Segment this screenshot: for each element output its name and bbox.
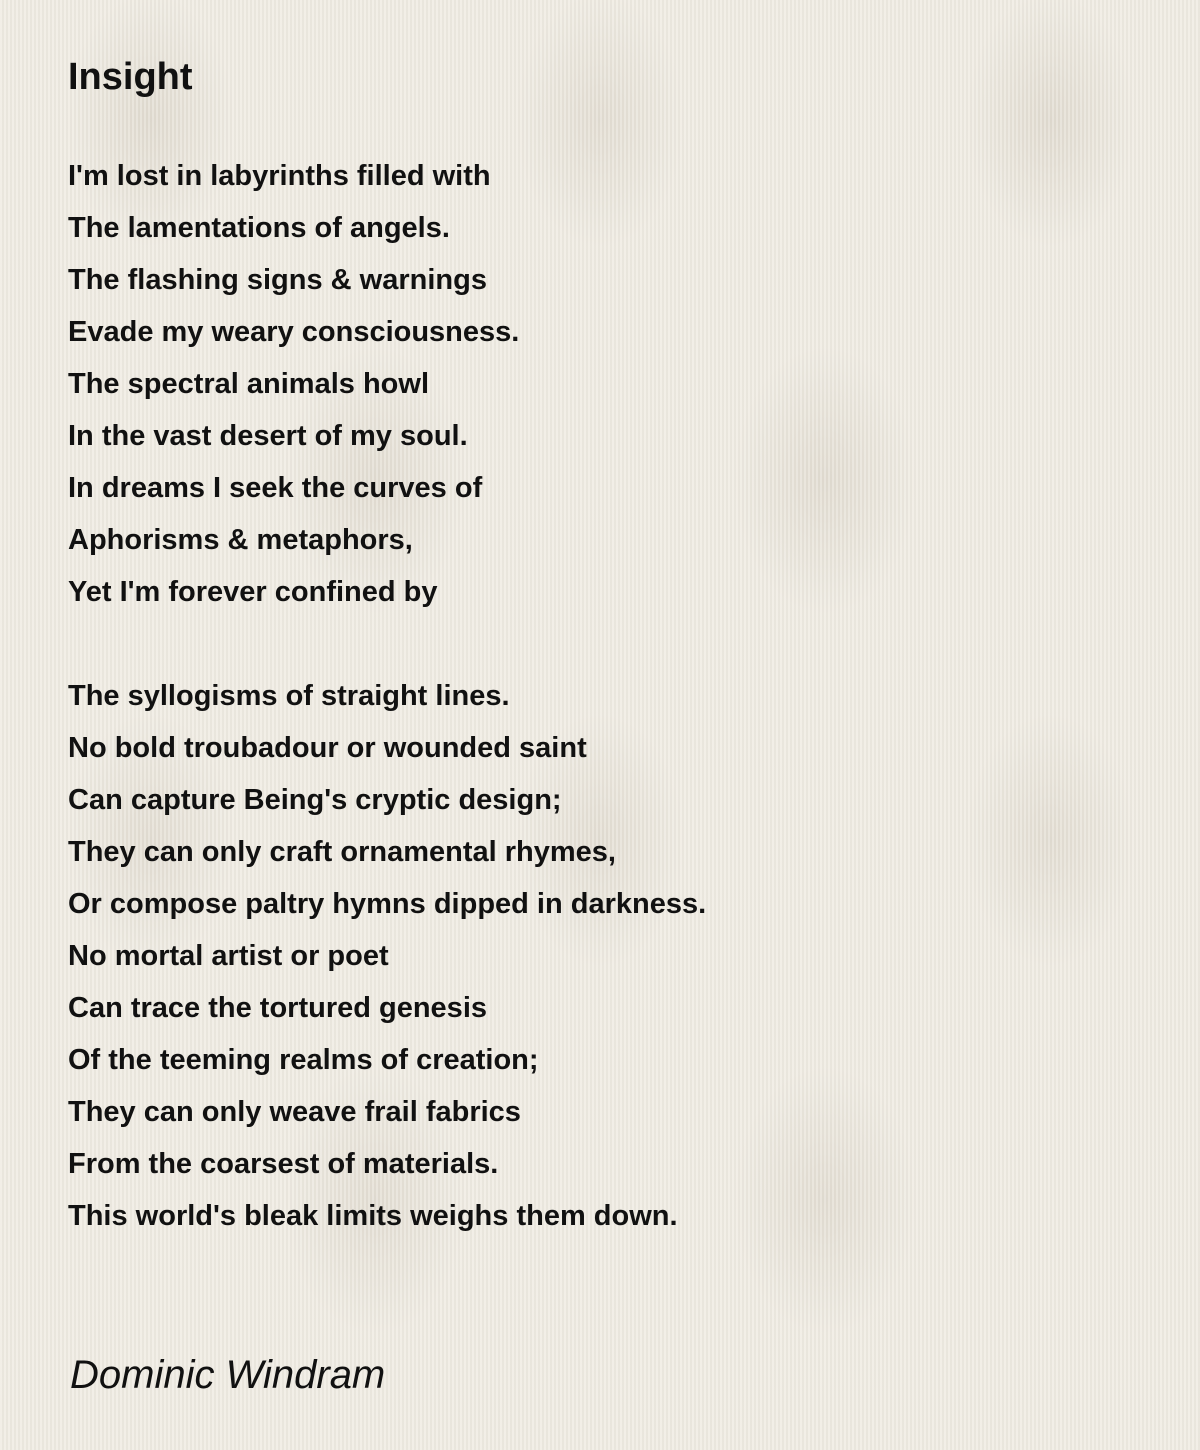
poem-line: The syllogisms of straight lines. <box>68 680 510 712</box>
poem-line: In the vast desert of my soul. <box>68 420 468 452</box>
poem-line: No mortal artist or poet <box>68 940 389 972</box>
poem-line: In dreams I seek the curves of <box>68 472 483 504</box>
poem-line: The lamentations of angels. <box>68 212 450 244</box>
poem-title: Insight <box>68 56 193 98</box>
poem-author: Dominic Windram <box>70 1353 386 1397</box>
poem-stanza-2 <box>68 670 706 1242</box>
poem-line: Of the teeming realms of creation; <box>68 1044 539 1076</box>
poem-line: They can only weave frail fabrics <box>68 1096 521 1128</box>
poem-stanza-1 <box>68 150 519 618</box>
poem-line: Can trace the tortured genesis <box>68 992 487 1024</box>
poem-line: I'm lost in labyrinths filled with <box>68 160 491 192</box>
poem-line: No bold troubadour or wounded saint <box>68 732 587 764</box>
poem-line: Aphorisms & metaphors, <box>68 524 413 556</box>
poem-line: Or compose paltry hymns dipped in darkness. <box>68 888 707 920</box>
poem-line: The flashing signs & warnings <box>68 264 487 296</box>
poem-line: They can only craft ornamental rhymes, <box>68 836 616 868</box>
poem-line: From the coarsest of materials. <box>68 1148 499 1180</box>
poem-line: Yet I'm forever confined by <box>68 576 438 608</box>
poem-line: The spectral animals howl <box>68 368 429 400</box>
poem-line: This world's bleak limits weighs them down. <box>68 1200 678 1232</box>
poem-line: Can capture Being's cryptic design; <box>68 784 562 816</box>
poem-line: Evade my weary consciousness. <box>68 316 520 348</box>
